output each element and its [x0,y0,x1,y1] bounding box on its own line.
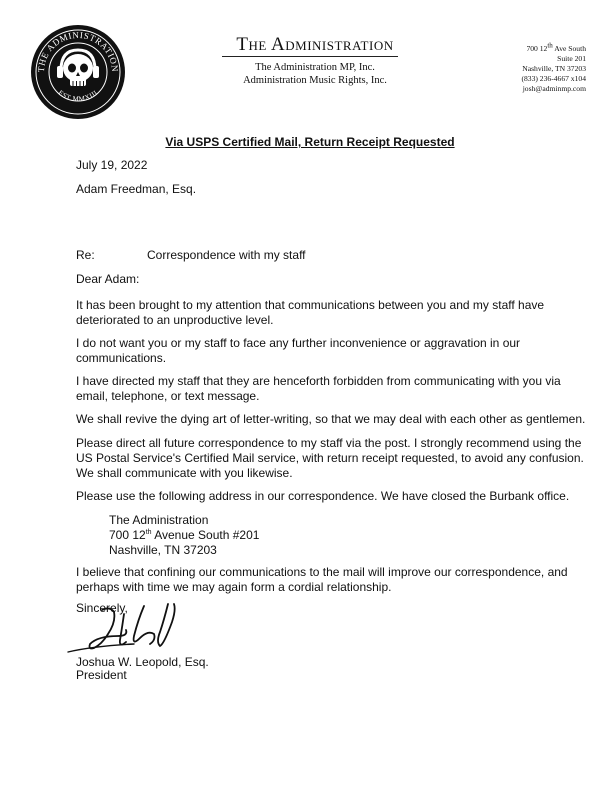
letterhead-email: josh@adminmp.com [522,84,586,93]
letter-date: July 19, 2022 [76,158,148,172]
mailing-address-line-1: The Administration [109,513,209,527]
letterhead-suite: Suite 201 [557,54,586,63]
mailing-address-line-3: Nashville, TN 37203 [109,543,217,557]
paragraph-2 [76,336,520,366]
paragraph-1 [76,298,544,328]
paragraph-6 [76,489,569,504]
letterhead-title: The Administration [236,34,394,55]
paragraph-line: I do not want you or my staff to face any further inconvenience or aggravation in our [76,336,521,350]
mailing-address-block [109,513,259,558]
paragraph-5 [76,436,584,481]
paragraph-line: It has been brought to my attention that communications between you and my staff have [76,298,545,312]
seal-top-text: THE ADMINISTRATION [35,29,121,73]
paragraph-line: Please use the following address in our correspondence. We have closed the Burbank office. [76,489,570,503]
letterhead-subtitle-1: The Administration MP, Inc. [255,62,375,73]
signer-title: President [76,668,127,682]
paragraph-line: US Postal Service's Certified Mail service, with return receipt requested, to avoid any confusion. [76,451,584,465]
paragraph-line: communications. [76,351,167,365]
paragraph-3 [76,374,561,404]
paragraph-4 [76,412,585,427]
paragraph-line: perhaps with time we may again form a cordial relationship. [76,580,392,594]
mailing-address-line-2: 700 12th Avenue South #201 [109,528,260,542]
letterhead-phone: (833) 236-4667 x104 [521,74,586,83]
handwritten-signature [64,600,214,658]
signer-name: Joshua W. Leopold, Esq. [76,655,209,669]
letterhead-divider [222,56,398,57]
letterhead-street: 700 12th Ave South [526,41,586,53]
re-label: Re: [76,248,95,262]
seal-bottom-text: EST MMXIII [56,88,100,104]
paragraph-line: email, telephone, or text message. [76,389,260,403]
paragraph-line: deteriorated to an unproductive level. [76,313,274,327]
paragraph-line: I have directed my staff that they are henceforth forbidden from communicating with you via [76,374,561,388]
delivery-method-heading: Via USPS Certified Mail, Return Receipt Requested [165,135,455,149]
paragraph-line: Please direct all future correspondence to my staff via the post. I strongly recommend using the [76,436,582,450]
closing-sincerely: Sincerely, [76,601,128,615]
letterhead-city: Nashville, TN 37203 [522,64,586,73]
administration-seal-logo [30,24,126,120]
salutation: Dear Adam: [76,272,140,286]
re-subject: Correspondence with my staff [147,248,306,262]
paragraph-line: We shall revive the dying art of letter-writing, so that we may deal with each other as gentlemen. [76,412,586,426]
letterhead-subtitle-2: Administration Music Rights, Inc. [243,75,387,86]
paragraph-line: I believe that confining our communications to the mail will improve our correspondence, and [76,565,568,579]
closing-paragraph [76,565,568,595]
recipient-name: Adam Freedman, Esq. [76,182,197,196]
paragraph-line: We shall communicate with you likewise. [76,466,293,480]
